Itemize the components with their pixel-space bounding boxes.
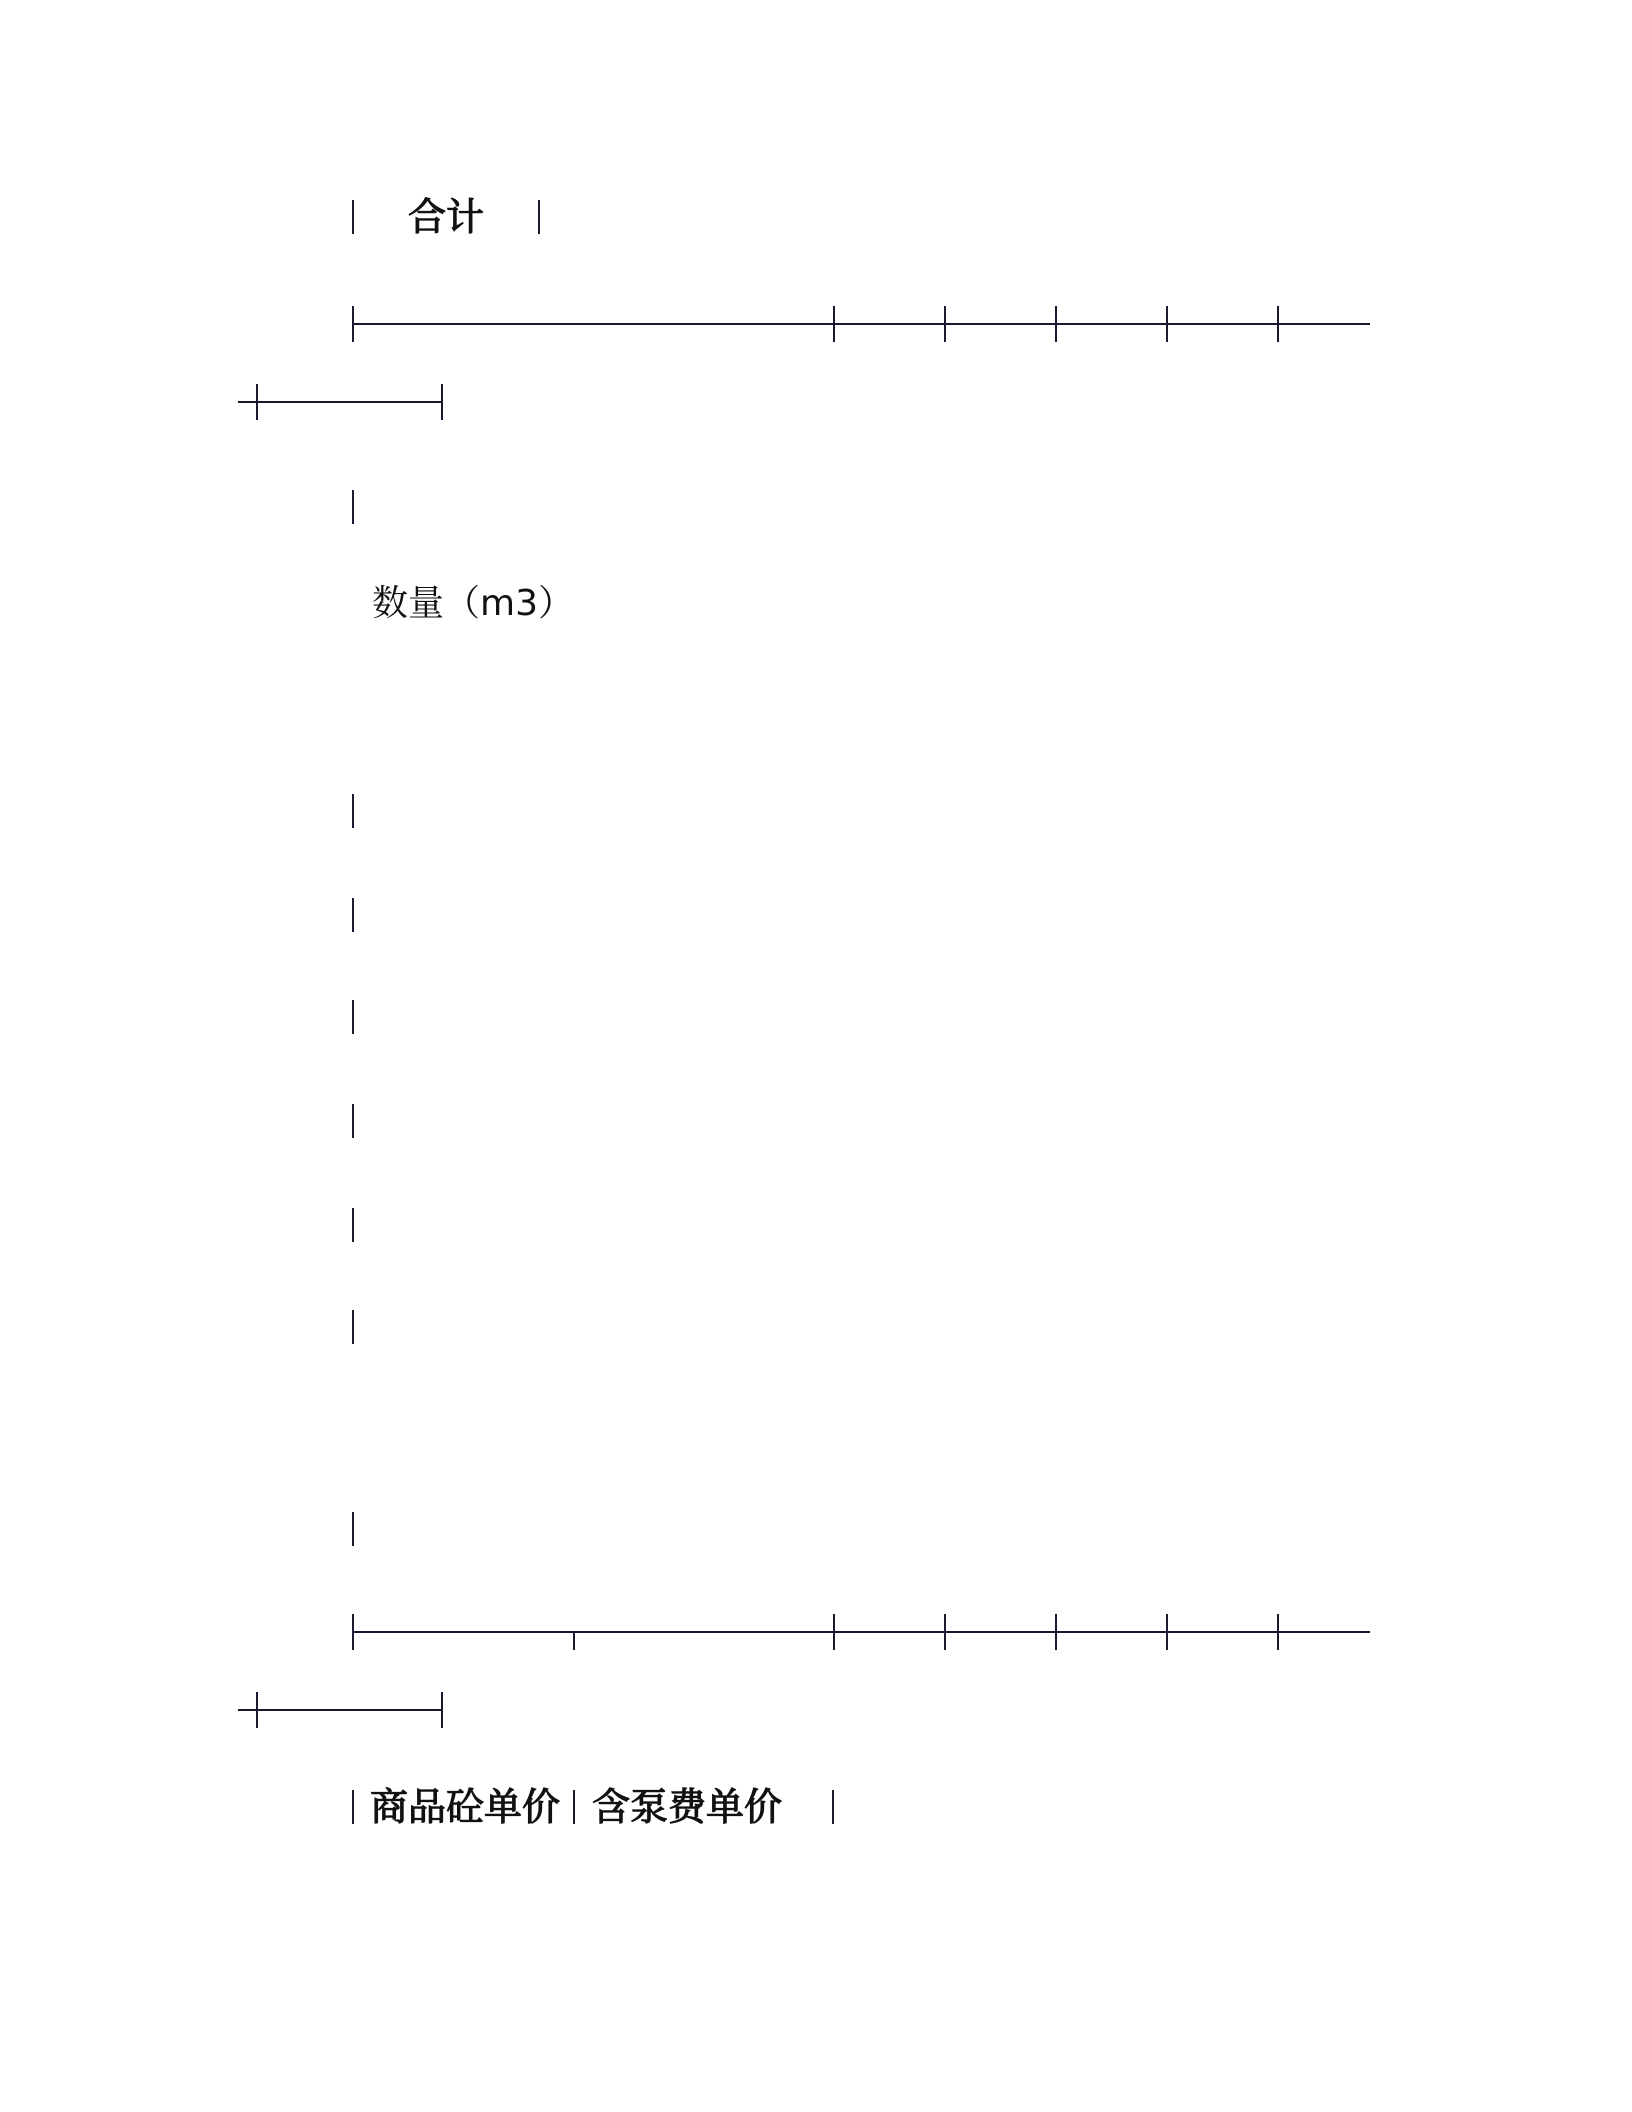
- cell-border: [352, 1104, 354, 1138]
- column-divider: [352, 306, 354, 342]
- cell-border: [352, 1000, 354, 1034]
- quantity-label: 数量（m3）: [372, 583, 574, 624]
- column-divider: [944, 306, 946, 342]
- column-divider: [441, 384, 443, 420]
- column-divider: [256, 384, 258, 420]
- column-divider: [441, 1692, 443, 1728]
- column-divider: [1166, 306, 1168, 342]
- column-divider: [833, 1614, 835, 1650]
- concrete-unit-price-label: 商品砼单价: [370, 1785, 561, 1829]
- cell-border: [352, 898, 354, 932]
- cell-border: [352, 1208, 354, 1242]
- table-rule-short: [238, 1709, 442, 1711]
- column-divider: [1277, 1614, 1279, 1650]
- total-label: 合计: [408, 195, 485, 239]
- column-divider: [352, 1614, 354, 1650]
- pump-fee-unit-price-label: 含泵费单价: [592, 1785, 783, 1829]
- cell-border: [352, 1512, 354, 1546]
- column-divider: [833, 306, 835, 342]
- cell-border: [352, 794, 354, 828]
- column-divider: [1277, 306, 1279, 342]
- column-divider: [1055, 1614, 1057, 1650]
- cell-border-right: [538, 200, 540, 234]
- column-divider: [1055, 306, 1057, 342]
- column-divider: [256, 1692, 258, 1728]
- cell-border-right: [832, 1790, 834, 1824]
- column-divider: [1166, 1614, 1168, 1650]
- cell-border-left: [352, 1790, 354, 1824]
- column-divider: [573, 1632, 575, 1650]
- table-rule-short: [238, 401, 442, 403]
- cell-border: [352, 490, 354, 524]
- cell-border: [573, 1790, 575, 1824]
- table-rule: [352, 1631, 1370, 1633]
- column-divider: [944, 1614, 946, 1650]
- table-rule: [352, 323, 1370, 325]
- cell-border: [352, 1310, 354, 1344]
- cell-border-left: [352, 200, 354, 234]
